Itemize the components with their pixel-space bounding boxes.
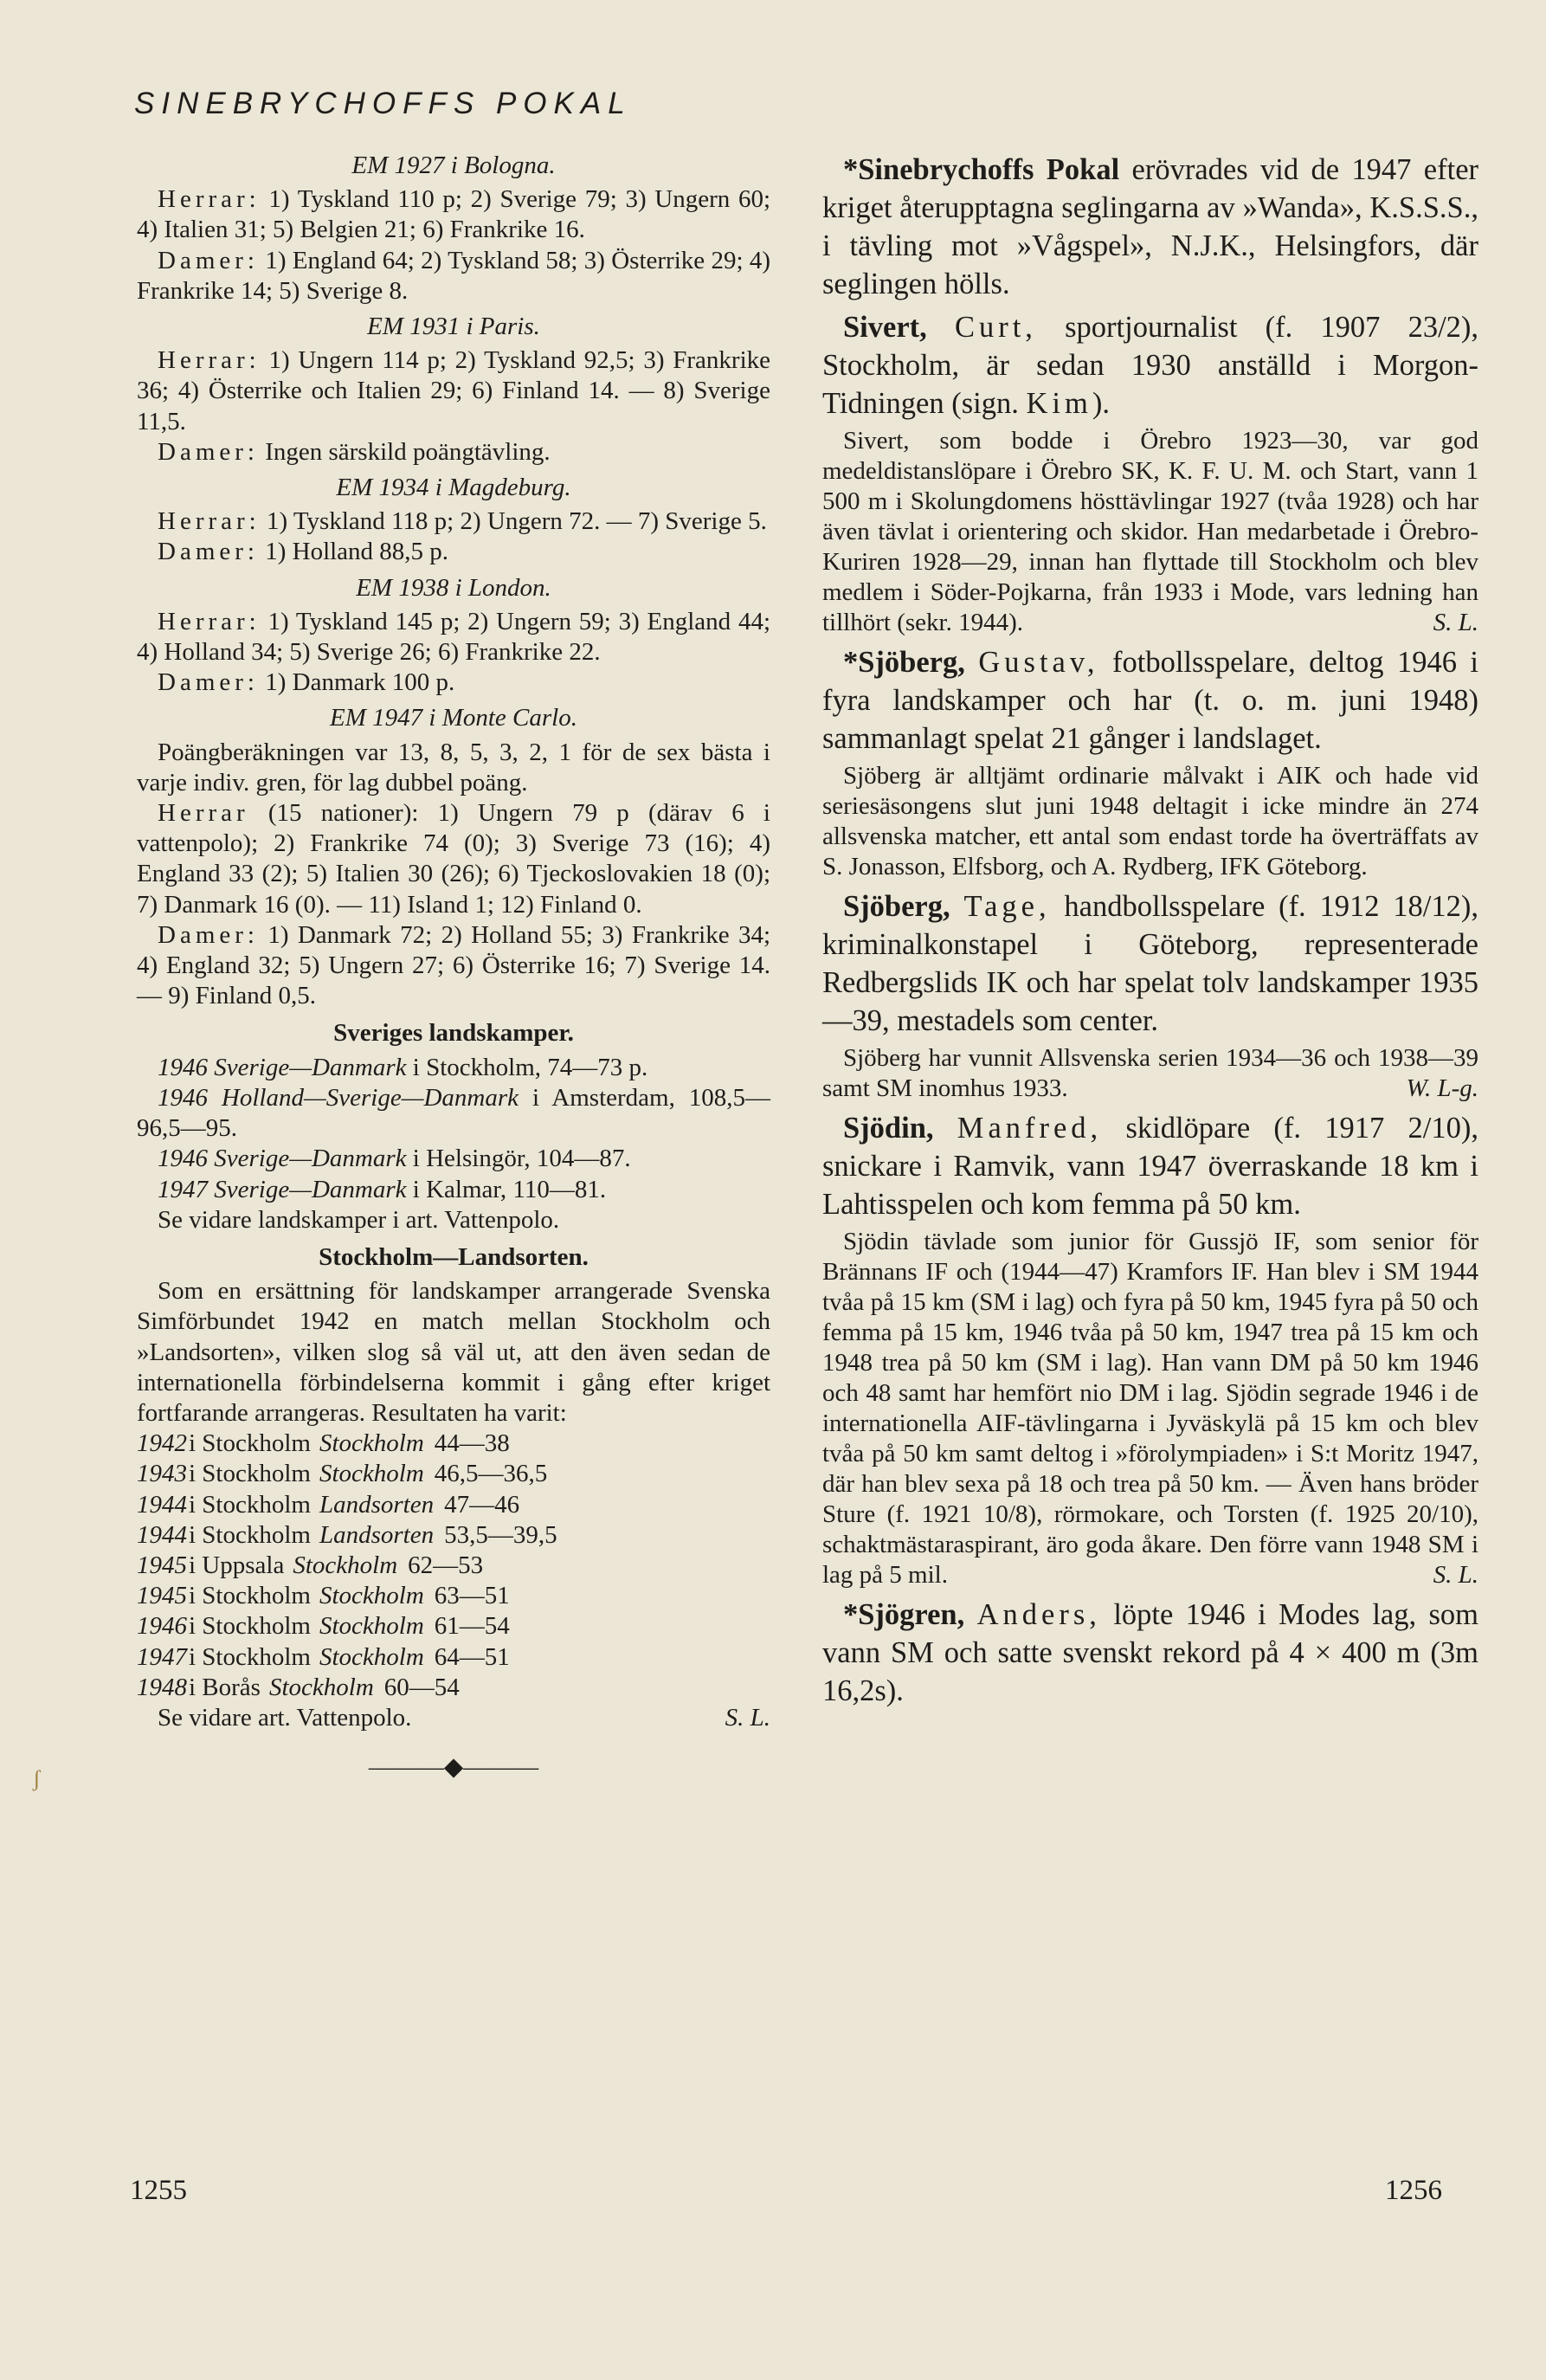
sivert-detail: Sivert, som bodde i Örebro 1923—30, var god medeldistanslöpare i Örebro SK, K. F. U. M. och Start, vann 1 500 m i Skolungdomens hösttävlingar 1927 (tvåa 1928) och har även tävlat i orientering och skidor. Han medarbetade i Örebro-Kuriren 1928—29, innan han flyttade till Stockholm och blev medlem i Söder-Pojkarna, från 1933 i Mode, vars ledning han tillhört (sekr. 1944). S. L. [822, 427, 1478, 636]
result-row: 1944 i Stockholm Landsorten 53,5—39,5 [137, 1520, 557, 1549]
em1934-damer: Damer: 1) Holland 88,5 p. [158, 538, 449, 566]
entry-sjogren: *Sjögren, Anders, löpte 1946 i Modes lag, som vann SM och satte svenskt rekord på 4 × 400 m (3m 16,2s). [822, 1598, 1478, 1707]
entry-sjoberg-tage: Sjöberg, Tage, handbollsspelare (f. 1912 18/12), kriminalkonstapel i Göteborg, representerade Redbergslids IK och har spelat tolv landskamper 1935—39, mestadels som center. [822, 890, 1479, 1037]
sjodin-detail: Sjödin tävlade som junior för Gussjö IF, som senior för Brännans IF och (1944—47) Kramfors IF. Han blev i SM 1944 tvåa på 15 km (SM i lag) och fyra på 50 km, 1945 fyra på 50 och femma på 15 km, 1946 tvåa på 50 km, 1947 trea på 15 km och 1948 trea på 50 km (SM i lag). Han vann DM på 50 km 1946 och 48 samt har hemfört nio DM i lag. Sjödin segrade 1946 i de internationella AIF-tävlingarna i Jyväskylä på 15 km och blev tvåa på 50 km samt deltog i »förolympiaden» i S:t Moritz 1947, där han blev sexa på 18 och trea på 50 km. — Även hans bröder Sture (f. 1921 10/8), rörmokare, och Torsten (f. 1925 20/10), schaktmästaraspirant, äro goda åkare. Den förre vann 1948 SM i lag på 5 mil. S. L. [822, 1228, 1478, 1589]
result-row: 1947 i Stockholm Stockholm 64—51 [137, 1642, 510, 1671]
section-ornament: ———◆——— [368, 1753, 539, 1782]
result-row: 1946 i Stockholm Stockholm 61—54 [137, 1612, 510, 1641]
em1938-damer: Damer: 1) Danmark 100 p. [158, 668, 455, 697]
signature: S. L. [1433, 609, 1478, 636]
em1947-heading: EM 1947 i Monte Carlo. [330, 704, 577, 732]
entry-sjoberg-gustav: *Sjöberg, Gustav, fotbollsspelare, deltog 1946 i fyra landskamper och har (t. o. m. juni 1948) sammanlagt spelat 21 gånger i landslaget. [822, 646, 1479, 755]
result-row: 1945 i Uppsala Stockholm 62—53 [137, 1551, 484, 1579]
em1927-damer: Damer: 1) England 64; 2) Tyskland 58; 3) Österrike 29; 4) Frankrike 14; 5) Sverige 8. [137, 246, 771, 305]
landskamp-row: 1946 Sverige—Danmark i Stockholm, 74—73 p. [158, 1053, 648, 1081]
em1927-herrar: Herrar: 1) Tyskland 110 p; 2) Sverige 79; 3) Ungern 60; 4) Italien 31; 5) Belgien 21; 6) Frankrike 16. [137, 185, 770, 244]
landskamper-see-also: Se vidare landskamper i art. Vattenpolo. [158, 1205, 560, 1234]
signature: S. L. [1433, 1561, 1478, 1589]
signature: W. L-g. [1406, 1074, 1478, 1102]
landskamp-row: 1946 Holland—Sverige—Danmark i Amsterdam, 108,5—96,5—95. [137, 1083, 771, 1143]
stockholm-see-also: Se vidare art. Vattenpolo. S. L. [137, 1703, 770, 1733]
right-column [822, 145, 1478, 1710]
sjoberg-gustav-detail: Sjöberg är alltjämt ordinarie målvakt i AIK och hade vid seriesäsongens slut juni 1948 deltagit i icke mindre än 274 allsvenska matcher, ett antal som endast torde ha överträffats av S. Jonasson, Elfsborg, och A. Rydberg, IFK Göteborg. [822, 762, 1478, 880]
entry-sivert: Sivert, Curt, sportjournalist (f. 1907 23/2), Stockholm, är sedan 1930 anställd i Morgon-Tidningen (sign. Kim). [822, 311, 1479, 420]
em1931-heading: EM 1931 i Paris. [367, 313, 540, 341]
em1927-heading: EM 1927 i Bologna. [351, 152, 556, 179]
result-row: 1945 i Stockholm Stockholm 63—51 [137, 1582, 510, 1610]
em1947-damer: Damer: 1) Danmark 72; 2) Holland 55; 3) Frankrike 34; 4) England 32; 5) Ungern 27; 6) Österrike 16; 7) Sverige 14. — 9) Finland 0,5. [137, 920, 771, 1010]
result-row: 1948 i Borås Stockholm 60—54 [137, 1673, 460, 1701]
page-number-left: 1255 [130, 2175, 187, 2206]
em1938-herrar: Herrar: 1) Tyskland 145 p; 2) Ungern 59; 3) England 44; 4) Holland 34; 5) Sverige 26; 6) Frankrike 22. [137, 607, 770, 667]
em1934-heading: EM 1934 i Magdeburg. [336, 474, 571, 502]
landskamp-row: 1946 Sverige—Danmark i Helsingör, 104—87. [158, 1145, 631, 1173]
em1931-herrar: Herrar: 1) Ungern 114 p; 2) Tyskland 92,5; 3) Frankrike 36; 4) Österrike och Italien 29; 6) Finland 14. — 8) Sverige 11,5. [137, 346, 771, 435]
sjoberg-tage-detail: Sjöberg har vunnit Allsvenska serien 1934—36 och 1938—39 samt SM inomhus 1933. W. L-g. [822, 1044, 1478, 1102]
margin-mark: ʃ [33, 1766, 41, 1791]
signature: S. L. [725, 1703, 770, 1732]
entry-sjodin: Sjödin, Manfred, skidlöpare (f. 1917 2/10), snickare i Ramvik, vann 1947 överraskande 18 km i Lahtisspelen och kom femma på 50 km. [822, 1112, 1479, 1221]
result-row: 1943 i Stockholm Stockholm 46,5—36,5 [137, 1460, 548, 1488]
em1931-damer: Damer: Ingen särskild poängtävling. [158, 437, 551, 466]
entry-sinebrychoffs: *Sinebrychoffs Pokal erövrades vid de 1947 efter kriget återupptagna seglingarna av »Wanda», K.S.S.S., i tävling mot »Vågspel», N.J.K., Helsingfors, där seglingen hölls. [822, 153, 1478, 300]
landskamp-row: 1947 Sverige—Danmark i Kalmar, 110—81. [158, 1175, 607, 1203]
em1947-intro: Poängberäkningen var 13, 8, 5, 3, 2, 1 för de sex bästa i varje indiv. gren, för lag dubbel poäng. [137, 738, 770, 797]
stockholm-text: Som en ersättning för landskamper arrangerade Svenska Simförbundet 1942 en match mellan Stockholm och »Landsorten», vilken slog så väl ut, att den även sedan de internationella förbindelserna kommit i gång efter kriget fortfarande arrangeras. Resultaten ha varit: [137, 1277, 770, 1427]
result-row: 1942 i Stockholm Stockholm 44—38 [137, 1429, 510, 1458]
left-column [137, 145, 770, 1783]
page-number-right: 1256 [1385, 2175, 1442, 2206]
stockholm-heading: Stockholm—Landsorten. [319, 1242, 589, 1271]
landskamper-heading: Sveriges landskamper. [333, 1019, 574, 1048]
result-row: 1944 i Stockholm Landsorten 47—46 [137, 1490, 520, 1519]
em1934-herrar: Herrar: 1) Tyskland 118 p; 2) Ungern 72. — 7) Sverige 5. [158, 507, 767, 536]
em1947-herrar: Herrar (15 nationer): 1) Ungern 79 p (därav 6 i vattenpolo); 2) Frankrike 74 (0); 3) Sverige 73 (16); 4) England 33 (2); 5) Italien 30 (26); 6) Tjeckoslovakien 18 (0); 7) Danmark 16 (0). — 11) Island 1; 12) Finland 0. [137, 799, 770, 919]
results-list [137, 1429, 770, 1703]
running-title: SINEBRYCHOFFS POKAL [134, 87, 632, 120]
em1938-heading: EM 1938 i London. [356, 573, 551, 602]
